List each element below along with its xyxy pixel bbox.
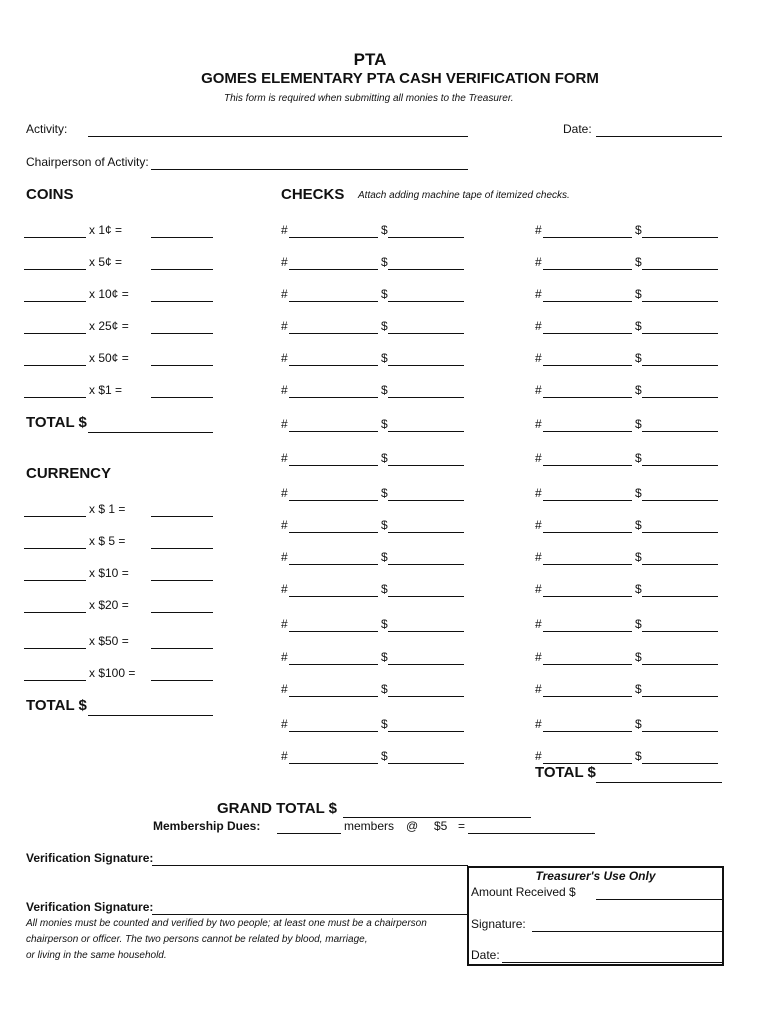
coin-multiplier-label: x 10¢ = [89,287,129,301]
currency-count-field[interactable] [24,580,86,581]
check-left-dollar-symbol: $ [381,717,388,731]
coin-multiplier-label: x 25¢ = [89,319,129,333]
check-left-number-symbol: # [281,682,288,696]
check-right-number-field[interactable] [543,596,632,597]
check-right-dollar-symbol: $ [635,486,642,500]
check-right-dollar-symbol: $ [635,550,642,564]
check-left-number-symbol: # [281,417,288,431]
check-left-dollar-symbol: $ [381,287,388,301]
treasurer-date-label: Date: [471,948,500,962]
currency-multiplier-label: x $20 = [89,598,129,612]
check-right-number-symbol: # [535,287,542,301]
check-right-number-field[interactable] [543,631,632,632]
check-left-amount-field[interactable] [388,301,464,302]
coin-amount-field[interactable] [151,365,213,366]
check-right-amount-field[interactable] [642,564,718,565]
check-right-number-field[interactable] [543,269,632,270]
treasurer-signature-field[interactable] [532,931,722,932]
check-right-number-field[interactable] [543,365,632,366]
chairperson-label: Chairperson of Activity: [26,155,149,169]
treasurer-amount-label: Amount Received $ [471,885,576,899]
currency-count-field[interactable] [24,648,86,649]
check-right-number-symbol: # [535,682,542,696]
check-right-amount-field[interactable] [642,596,718,597]
check-right-number-symbol: # [535,582,542,596]
check-left-number-symbol: # [281,255,288,269]
check-left-number-symbol: # [281,550,288,564]
check-right-number-field[interactable] [543,564,632,565]
coins-total-label: TOTAL $ [26,414,87,431]
check-right-dollar-symbol: $ [635,650,642,664]
activity-field[interactable] [88,136,468,137]
check-right-amount-field[interactable] [642,333,718,334]
check-left-amount-field[interactable] [388,365,464,366]
coin-count-field[interactable] [24,269,86,270]
check-right-dollar-symbol: $ [635,351,642,365]
coin-multiplier-label: x 1¢ = [89,223,123,237]
verification-sig2-label: Verification Signature: [26,900,154,914]
check-left-amount-field[interactable] [388,731,464,732]
check-right-number-field[interactable] [543,664,632,665]
check-left-number-symbol: # [281,717,288,731]
check-left-number-symbol: # [281,287,288,301]
check-left-number-field[interactable] [289,596,378,597]
check-left-number-field[interactable] [289,269,378,270]
check-right-number-symbol: # [535,486,542,500]
checks-total-field[interactable] [596,782,722,783]
check-left-dollar-symbol: $ [381,223,388,237]
check-left-number-symbol: # [281,451,288,465]
check-right-number-symbol: # [535,550,542,564]
coin-count-field[interactable] [24,365,86,366]
check-left-number-field[interactable] [289,564,378,565]
currency-multiplier-label: x $100 = [89,666,136,680]
coin-count-field[interactable] [24,397,86,398]
check-right-amount-field[interactable] [642,664,718,665]
check-left-number-field[interactable] [289,431,378,432]
verification-note-3: or living in the same household. [26,950,167,961]
treasurer-date-field[interactable] [502,962,722,963]
verification-sig1-field[interactable] [152,865,468,866]
check-left-number-field[interactable] [289,664,378,665]
check-left-amount-field[interactable] [388,333,464,334]
coin-count-field[interactable] [24,301,86,302]
check-right-amount-field[interactable] [642,431,718,432]
coin-multiplier-label: x $1 = [89,383,123,397]
check-right-amount-field[interactable] [642,763,718,764]
form-title: PTA [353,50,387,69]
check-right-number-field[interactable] [543,397,632,398]
check-left-dollar-symbol: $ [381,550,388,564]
check-right-amount-field[interactable] [642,731,718,732]
currency-amount-field[interactable] [151,680,213,681]
currency-total-field[interactable] [88,715,213,716]
check-right-number-field[interactable] [543,500,632,501]
check-left-number-symbol: # [281,749,288,763]
verification-sig1-label: Verification Signature: [26,851,154,865]
coin-amount-field[interactable] [151,301,213,302]
check-left-number-symbol: # [281,486,288,500]
check-right-number-symbol: # [535,749,542,763]
check-left-dollar-symbol: $ [381,319,388,333]
coin-count-field[interactable] [24,333,86,334]
date-label: Date: [563,122,592,136]
coins-total-field[interactable] [88,432,213,433]
coin-amount-field[interactable] [151,237,213,238]
verification-note-1: All monies must be counted and verified by two people; at least one must be a chairperson [26,918,427,929]
checks-note: Attach adding machine tape of itemized checks. [358,190,570,201]
check-left-dollar-symbol: $ [381,749,388,763]
check-left-dollar-symbol: $ [381,383,388,397]
currency-multiplier-label: x $50 = [89,634,129,648]
check-left-number-field[interactable] [289,333,378,334]
check-left-dollar-symbol: $ [381,617,388,631]
currency-multiplier-label: x $ 1 = [89,502,126,516]
currency-count-field[interactable] [24,612,86,613]
check-left-number-symbol: # [281,319,288,333]
check-right-number-field[interactable] [543,237,632,238]
check-left-dollar-symbol: $ [381,518,388,532]
check-left-number-symbol: # [281,351,288,365]
check-left-amount-field[interactable] [388,664,464,665]
treasurer-heading: Treasurer's Use Only [535,869,656,883]
check-left-number-symbol: # [281,650,288,664]
check-left-number-field[interactable] [289,500,378,501]
check-right-dollar-symbol: $ [635,717,642,731]
currency-amount-field[interactable] [151,648,213,649]
check-left-number-field[interactable] [289,365,378,366]
check-left-amount-field[interactable] [388,465,464,466]
check-right-number-symbol: # [535,255,542,269]
check-left-amount-field[interactable] [388,500,464,501]
check-right-number-field[interactable] [543,532,632,533]
currency-amount-field[interactable] [151,548,213,549]
coin-amount-field[interactable] [151,269,213,270]
check-left-number-symbol: # [281,582,288,596]
coin-amount-field[interactable] [151,333,213,334]
check-right-amount-field[interactable] [642,237,718,238]
currency-amount-field[interactable] [151,580,213,581]
check-left-amount-field[interactable] [388,763,464,764]
check-right-amount-field[interactable] [642,301,718,302]
currency-count-field[interactable] [24,680,86,681]
currency-amount-field[interactable] [151,516,213,517]
check-right-dollar-symbol: $ [635,749,642,763]
check-left-amount-field[interactable] [388,269,464,270]
check-right-number-field[interactable] [543,696,632,697]
chairperson-field[interactable] [151,169,468,170]
currency-multiplier-label: x $ 5 = [89,534,126,548]
coin-count-field[interactable] [24,237,86,238]
check-right-dollar-symbol: $ [635,451,642,465]
check-left-amount-field[interactable] [388,631,464,632]
membership-total-field[interactable] [468,833,595,834]
check-left-number-field[interactable] [289,731,378,732]
check-right-dollar-symbol: $ [635,319,642,333]
check-right-amount-field[interactable] [642,696,718,697]
check-right-dollar-symbol: $ [635,255,642,269]
check-right-number-field[interactable] [543,333,632,334]
members-count-field[interactable] [277,833,341,834]
check-left-dollar-symbol: $ [381,682,388,696]
check-right-amount-field[interactable] [642,269,718,270]
check-left-dollar-symbol: $ [381,255,388,269]
checks-heading: CHECKS [281,186,345,203]
check-right-amount-field[interactable] [642,465,718,466]
check-right-dollar-symbol: $ [635,223,642,237]
check-right-amount-field[interactable] [642,397,718,398]
check-right-number-symbol: # [535,617,542,631]
date-field[interactable] [596,136,722,137]
check-right-amount-field[interactable] [642,631,718,632]
grand-total-field[interactable] [343,817,531,818]
currency-amount-field[interactable] [151,612,213,613]
check-left-number-field[interactable] [289,465,378,466]
check-right-number-symbol: # [535,351,542,365]
verification-note-2: chairperson or officer. The two persons cannot be related by blood, marriage, [26,934,368,945]
coins-heading: COINS [26,186,74,203]
check-right-dollar-symbol: $ [635,518,642,532]
form-subtitle: GOMES ELEMENTARY PTA CASH VERIFICATION FORM [201,70,599,87]
treasurer-signature-label: Signature: [471,917,526,931]
check-right-number-symbol: # [535,451,542,465]
check-right-number-symbol: # [535,518,542,532]
check-left-amount-field[interactable] [388,237,464,238]
check-right-number-field[interactable] [543,465,632,466]
treasurer-amount-field[interactable] [596,899,722,900]
at-text: @ [406,819,419,833]
check-right-number-symbol: # [535,319,542,333]
members-text: members [344,819,395,833]
check-right-number-field[interactable] [543,301,632,302]
check-right-amount-field[interactable] [642,365,718,366]
check-left-amount-field[interactable] [388,532,464,533]
currency-multiplier-label: x $10 = [89,566,129,580]
checks-total-label: TOTAL $ [535,764,596,781]
check-right-dollar-symbol: $ [635,287,642,301]
check-left-dollar-symbol: $ [381,417,388,431]
check-right-amount-field[interactable] [642,532,718,533]
price-text: $5 [434,819,448,833]
check-left-number-field[interactable] [289,532,378,533]
treasurer-box [467,866,724,966]
check-left-number-field[interactable] [289,301,378,302]
check-left-number-symbol: # [281,617,288,631]
coin-amount-field[interactable] [151,397,213,398]
verification-sig2-field[interactable] [152,914,468,915]
check-right-number-symbol: # [535,417,542,431]
check-right-number-field[interactable] [543,731,632,732]
check-left-amount-field[interactable] [388,696,464,697]
check-right-number-symbol: # [535,223,542,237]
membership-label: Membership Dues: [153,819,261,833]
check-left-number-symbol: # [281,518,288,532]
check-left-number-field[interactable] [289,397,378,398]
currency-total-label: TOTAL $ [26,697,87,714]
activity-label: Activity: [26,122,68,136]
check-right-dollar-symbol: $ [635,617,642,631]
check-right-number-symbol: # [535,717,542,731]
check-left-number-symbol: # [281,223,288,237]
check-left-dollar-symbol: $ [381,650,388,664]
coin-multiplier-label: x 5¢ = [89,255,123,269]
check-left-dollar-symbol: $ [381,351,388,365]
currency-count-field[interactable] [24,516,86,517]
check-left-amount-field[interactable] [388,397,464,398]
check-right-dollar-symbol: $ [635,682,642,696]
currency-count-field[interactable] [24,548,86,549]
check-left-number-field[interactable] [289,237,378,238]
check-right-amount-field[interactable] [642,500,718,501]
check-left-amount-field[interactable] [388,564,464,565]
check-left-dollar-symbol: $ [381,451,388,465]
check-right-dollar-symbol: $ [635,582,642,596]
grand-total-label: GRAND TOTAL $ [217,800,338,817]
check-right-number-symbol: # [535,383,542,397]
currency-heading: CURRENCY [26,465,112,482]
check-left-number-field[interactable] [289,763,378,764]
check-right-number-symbol: # [535,650,542,664]
coin-multiplier-label: x 50¢ = [89,351,129,365]
check-right-number-field[interactable] [543,431,632,432]
form-note: This form is required when submitting all monies to the Treasurer. [224,93,514,104]
check-left-number-field[interactable] [289,631,378,632]
check-left-number-field[interactable] [289,696,378,697]
equals-text: = [458,819,466,833]
check-left-dollar-symbol: $ [381,486,388,500]
check-right-dollar-symbol: $ [635,383,642,397]
check-left-number-symbol: # [281,383,288,397]
check-left-amount-field[interactable] [388,596,464,597]
check-left-amount-field[interactable] [388,431,464,432]
check-left-dollar-symbol: $ [381,582,388,596]
check-right-dollar-symbol: $ [635,417,642,431]
